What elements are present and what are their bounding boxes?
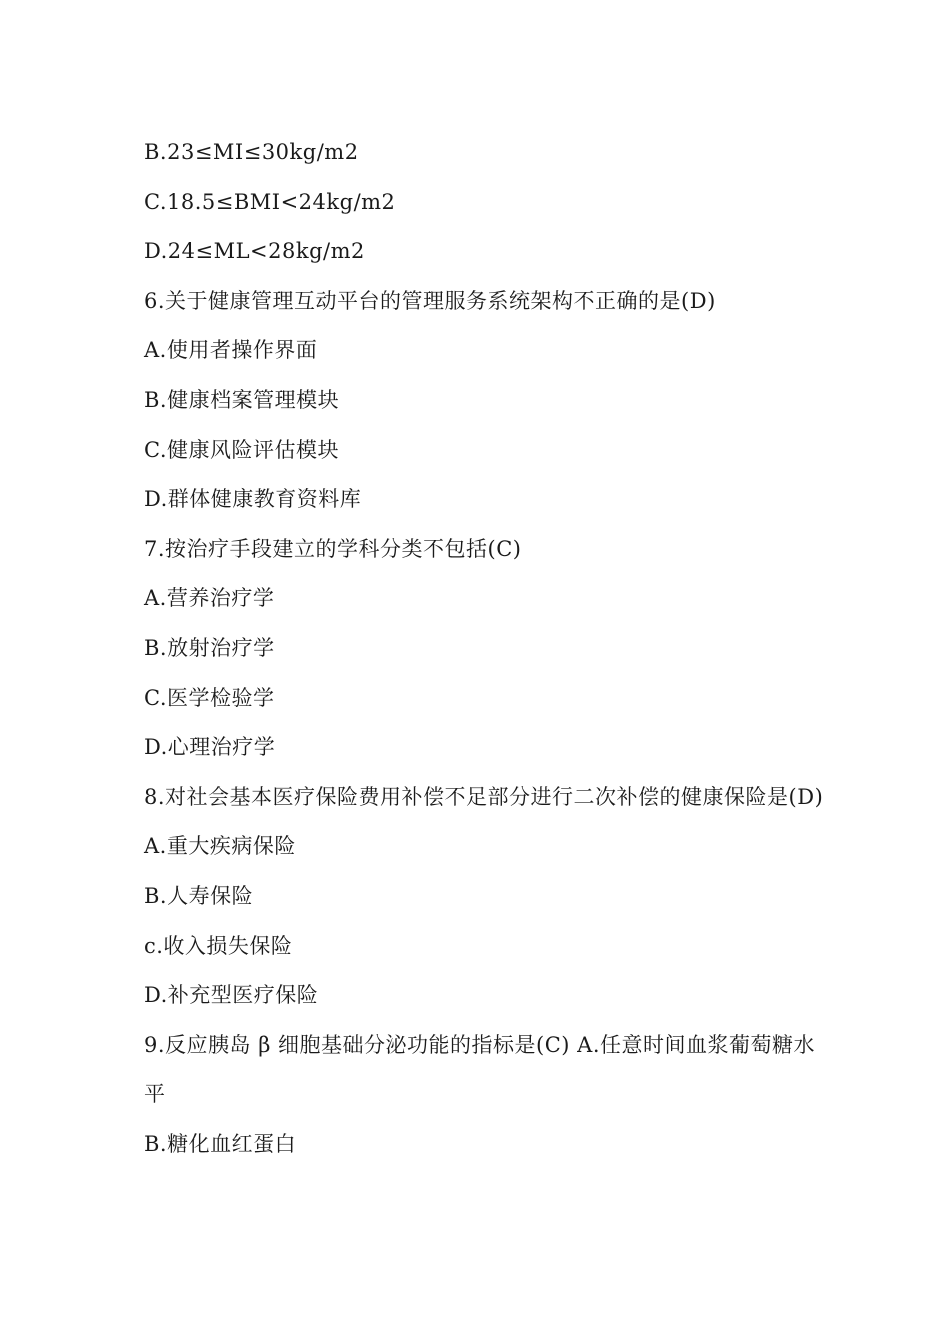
- option-line: C.18.5≤BMI<24kg/m2: [144, 189, 396, 214]
- option-line: D.群体健康教育资料库: [144, 487, 362, 512]
- option-line: D.补充型医疗保险: [144, 983, 319, 1008]
- question-list: [144, 134, 824, 1175]
- option-line: D.心理治疗学: [144, 735, 276, 760]
- option-line: C.医学检验学: [144, 685, 275, 710]
- option-line: A.重大疾病保险: [144, 834, 296, 859]
- option-line: C.健康风险评估模块: [144, 437, 339, 462]
- option-line: B.糖化血红蛋白: [144, 1131, 297, 1156]
- option-line: B.放射治疗学: [144, 635, 275, 660]
- option-line: A.营养治疗学: [144, 586, 275, 611]
- option-line: B.健康档案管理模块: [144, 387, 340, 412]
- question-line: 9.反应胰岛 β 细胞基础分泌功能的指标是(C) A.任意时间血浆葡萄糖水平: [144, 1032, 815, 1107]
- option-line: A.使用者操作界面: [144, 338, 318, 363]
- question-line: 7.按治疗手段建立的学科分类不包括(C): [144, 536, 522, 561]
- option-line: c.收入损失保险: [144, 933, 293, 958]
- question-line: 6.关于健康管理互动平台的管理服务系统架构不正确的是(D): [144, 288, 716, 313]
- option-line: B.23≤MI≤30kg/m2: [144, 140, 359, 164]
- option-line: D.24≤ML<28kg/m2: [144, 239, 365, 264]
- question-line: 8.对社会基本医疗保险费用补偿不足部分进行二次补偿的健康保险是(D): [144, 784, 824, 809]
- option-line: B.人寿保险: [144, 883, 254, 908]
